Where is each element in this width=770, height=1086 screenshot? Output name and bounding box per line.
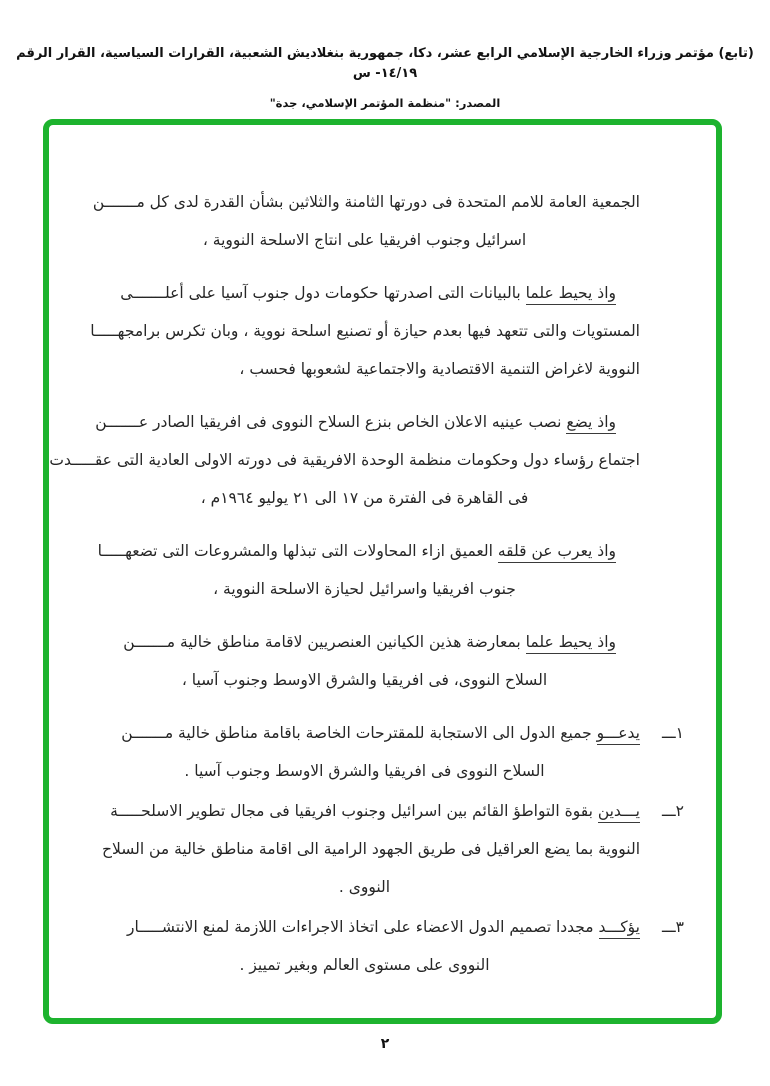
- item-text: [89, 714, 640, 790]
- text-segment: المستويات والتى تتعهد فيها بعدم حيازة أو تصنيع اسلحة نووية ، وبان تكرس برامجهـــــا: [90, 322, 640, 340]
- text-line: [89, 792, 640, 830]
- text-line: [89, 183, 640, 221]
- text-segment: فى القاهرة فى الفترة من ١٧ الى ٢١ يوليو ١٩٦٤م ،: [200, 489, 529, 507]
- text-line: [89, 946, 640, 984]
- text-segment: النووى على مستوى العالم وبغير تمييز .: [239, 956, 490, 974]
- item-text: [89, 908, 640, 984]
- underlined-phrase: واذ يحيط علما: [526, 633, 616, 654]
- text-line: [89, 868, 640, 906]
- underlined-phrase: واذ يحيط علما: [526, 284, 616, 305]
- text-line: [89, 752, 640, 790]
- item-number: ٢ـــ: [662, 802, 684, 820]
- text-segment: النووى .: [338, 878, 391, 896]
- text-segment: العميق ازاء المحاولات التى تبذلها والمشروعات التى تضعهـــــا: [97, 542, 498, 560]
- text-segment: بالبيانات التى اصدرتها حكومات دول جنوب آسيا على أعلـــــــى: [120, 284, 526, 302]
- underlined-phrase: واذ يضع: [566, 413, 616, 434]
- text-line: [89, 570, 640, 608]
- item-number: ٣ـــ: [662, 918, 684, 936]
- page-number: ٢: [380, 1036, 390, 1052]
- text-segment: النووية لاغراض التنمية الاقتصادية والاجتماعية لشعوبها فحسب ،: [239, 360, 640, 378]
- text-line: [89, 350, 640, 388]
- text-line: [49, 441, 640, 479]
- header-citation-line: (تابع) مؤتمر وزراء الخارجية الإسلامي الرابع عشر، دكا، جمهورية بنغلاديش الشعبية، القرارات السياسية، القرار الرقم ١٤/١٩- س: [16, 46, 754, 81]
- text-segment: جميع الدول الى الاستجابة للمقترحات الخاصة باقامة مناطق خالية مـــــــن: [121, 724, 597, 742]
- item-text: [89, 792, 640, 906]
- item-number: ١ـــ: [662, 724, 684, 742]
- numbered-item: [89, 714, 684, 790]
- underlined-phrase: يدعـــو: [597, 724, 640, 745]
- text-line: [89, 479, 640, 517]
- text-line: [89, 312, 640, 350]
- text-line: [89, 661, 640, 699]
- paragraph: [49, 403, 640, 517]
- text-segment: مجددا تصميم الدول الاعضاء على اتخاذ الاجراءات اللازمة لمنع الانتشـــــار: [126, 918, 599, 936]
- text-segment: اجتماع رؤساء دول وحكومات منظمة الوحدة الافريقية فى دورته الاولى العادية التى عقـــــدت: [49, 451, 640, 469]
- numbered-item: [89, 908, 684, 984]
- header-source-line: المصدر: "منظمة المؤتمر الإسلامي، جدة": [269, 96, 501, 110]
- text-line: [89, 274, 640, 312]
- underlined-phrase: يـــدين: [598, 802, 640, 823]
- text-line: [89, 623, 640, 661]
- paragraph: [89, 532, 640, 608]
- underlined-phrase: واذ يعرب عن قلقه: [498, 542, 616, 563]
- text-segment: السلاح النووى فى افريقيا والشرق الاوسط وجنوب آسيا .: [184, 762, 545, 780]
- document-body: [49, 125, 716, 1018]
- paragraph: [89, 183, 640, 259]
- text-segment: الجمعية العامة للامم المتحدة فى دورتها الثامنة والثلاثين بشأن القدرة لدى كل مـــــــن: [92, 193, 640, 211]
- text-segment: نصب عينيه الاعلان الخاص بنزع السلاح النووى فى افريقيا الصادر عـــــــن: [95, 413, 567, 431]
- numbered-item: [89, 792, 684, 906]
- text-segment: بمعارضة هذين الكيانين العنصريين لاقامة مناطق خالية مـــــــن: [123, 633, 526, 651]
- text-segment: جنوب افريقيا واسرائيل لحيازة الاسلحة النووية ،: [213, 580, 516, 598]
- text-line: [89, 403, 640, 441]
- paragraph: [89, 274, 640, 388]
- text-line: [89, 714, 640, 752]
- text-segment: اسرائيل وجنوب افريقيا على انتاج الاسلحة النووية ،: [202, 231, 527, 249]
- text-segment: بقوة التواطؤ القائم بين اسرائيل وجنوب افريقيا فى مجال تطوير الاسلحـــــة: [110, 802, 598, 820]
- text-line: [89, 532, 640, 570]
- text-line: [89, 221, 640, 259]
- paragraph: [89, 623, 640, 699]
- text-line: [89, 830, 640, 868]
- text-segment: النووية بما يضع العراقيل فى طريق الجهود الرامية الى اقامة مناطق خالية من السلاح: [102, 840, 640, 858]
- text-line: [89, 908, 640, 946]
- underlined-phrase: يؤكـــد: [599, 918, 640, 939]
- page-header: [0, 44, 770, 110]
- text-segment: السلاح النووى، فى افريقيا والشرق الاوسط وجنوب آسيا ،: [181, 671, 548, 689]
